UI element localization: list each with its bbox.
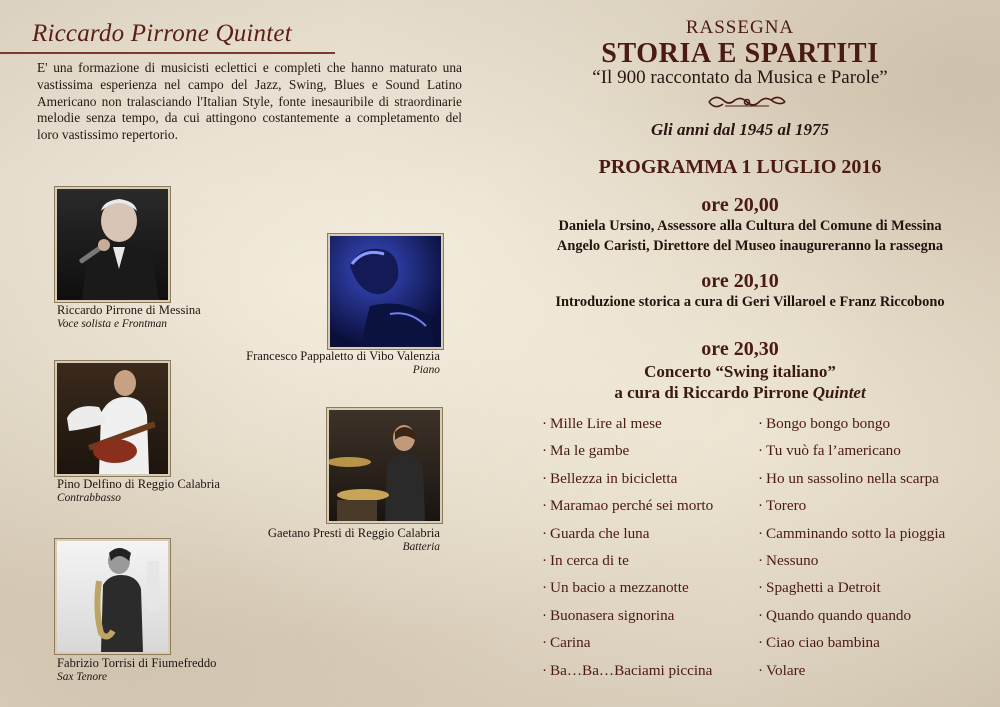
song-item [542,633,713,660]
event-subtitle: “Il 900 raccontato da Musica e Parole” [592,67,888,88]
slot-description: Daniela Ursino, Assessore alla Cultura del Comune di Messina [558,218,942,234]
song-item [758,496,945,523]
bullet-icon: · [758,661,764,679]
quintet-intro: E' una formazione di musicisti eclettici e completi che hanno maturato una vastissima esperienza nel campo del Jazz, Swing, Blues e Sound Latino Americano non tralasciando l'Italian Style, fonte inesauribile di straordinarie melodie senza tempo, da cui attingono costantemente a completamento del loro vastissimo repertorio. [37,60,462,143]
song-item [542,414,713,441]
musician-role: Contrabbasso [57,492,121,504]
song-title: Bongo bongo bongo [766,415,891,432]
song-item [758,414,945,441]
musician-name: Gaetano Presti di Reggio Calabria [267,526,440,540]
song-title: Guarda che luna [550,524,650,542]
rassegna-label: RASSEGNA [685,17,795,38]
event-title: STORIA E SPARTITI [601,38,879,69]
song-title: Volare [766,661,806,679]
concert-title: Concerto “Swing italiano” [644,362,836,381]
song-title: Buonasera signorina [550,606,675,624]
song-item [542,524,713,551]
musician-role: Piano [412,364,440,376]
bullet-icon: · [758,551,764,569]
concert-curator [480,383,1000,403]
title-underline [0,52,335,54]
photo-pino-delfino [55,361,170,476]
song-item [758,551,945,578]
quintet-title: Riccardo Pirrone Quintet [32,20,292,47]
bullet-icon: · [758,469,764,487]
bullet-icon: · [542,634,548,652]
bullet-icon: · [758,606,764,624]
bassist-silhouette-icon [57,363,168,474]
photo-francesco-pappaletto [328,234,443,349]
bullet-icon: · [542,579,548,597]
song-title: Ho un sassolino nella scarpa [766,469,939,487]
drummer-silhouette-icon [329,410,440,521]
bullet-icon: · [758,524,764,542]
song-list-right [758,414,945,688]
bullet-icon: · [758,497,764,515]
musician-role: Batteria [402,541,440,553]
curator-suffix: Quintet [812,383,866,402]
song-item [542,441,713,468]
musician-name: Pino Delfino di Reggio Calabria [57,477,220,491]
song-title: Un bacio a mezzanotte [550,579,689,597]
bullet-icon: · [758,579,764,597]
song-title: Camminando sotto la pioggia [766,524,946,542]
musician-name: Fabrizio Torrisi di Fiumefreddo [57,656,217,670]
musician-name: Riccardo Pirrone di Messina [57,303,201,317]
song-item [758,441,945,468]
song-title: In cerca di te [550,551,629,569]
song-item [758,661,945,688]
pianist-silhouette-icon [330,236,441,347]
song-title: Spaghetti a Detroit [766,579,881,597]
song-title: Tu vuò fa l’americano [766,442,901,460]
bullet-icon: · [542,415,548,432]
song-item [542,578,713,605]
song-title: Ba…Ba…Baciami piccina [550,661,713,679]
bullet-icon: · [542,524,548,542]
song-title: Nessuno [766,551,819,569]
song-item [542,551,713,578]
flourish-ornament-icon [705,92,789,112]
bullet-icon: · [542,661,548,679]
bullet-icon: · [758,634,764,652]
bullet-icon: · [542,606,548,624]
song-item [758,606,945,633]
photo-gaetano-presti [327,408,442,523]
bullet-icon: · [542,551,548,569]
photo-fabrizio-torrisi [55,539,170,654]
saxophonist-silhouette-icon [57,541,168,652]
musician-role: Voce solista e Frontman [57,318,167,330]
musician-role: Sax Tenore [57,671,108,683]
bullet-icon: · [758,442,764,460]
song-title: Maramao perché sei morto [550,497,714,515]
slot-description: Angelo Caristi, Direttore del Museo inaugureranno la rassegna [556,238,944,254]
song-item [758,578,945,605]
years-range: Gli anni dal 1945 al 1975 [650,120,830,139]
singer-silhouette-icon [57,189,168,300]
song-item [542,661,713,688]
song-title: Quando quando quando [766,606,912,624]
song-title: Bellezza in bicicletta [550,469,678,487]
slot-description: Introduzione storica a cura di Geri Villaroel e Franz Riccobono [555,294,945,310]
slot-time: ore 20,10 [701,270,779,292]
song-title: Mille Lire al mese [550,415,662,432]
bullet-icon: · [542,497,548,515]
song-title: Torero [766,497,807,515]
slot-time: ore 20,00 [701,194,779,216]
program-date: PROGRAMMA 1 LUGLIO 2016 [598,156,882,178]
song-title: Ciao ciao bambina [766,634,880,652]
song-item [758,633,945,660]
musician-name: Francesco Pappaletto di Vibo Valenzia [246,349,440,363]
song-item [758,469,945,496]
song-list-left [542,414,713,688]
song-item [542,606,713,633]
song-title: Carina [550,634,591,652]
song-item [542,496,713,523]
slot-time: ore 20,30 [701,338,779,360]
bullet-icon: · [758,415,764,432]
bullet-icon: · [542,469,548,487]
bullet-icon: · [542,442,548,460]
curator-prefix: a cura di Riccardo Pirrone [614,383,809,402]
song-item [542,469,713,496]
song-item [758,524,945,551]
photo-riccardo-pirrone [55,187,170,302]
song-title: Ma le gambe [550,442,630,460]
